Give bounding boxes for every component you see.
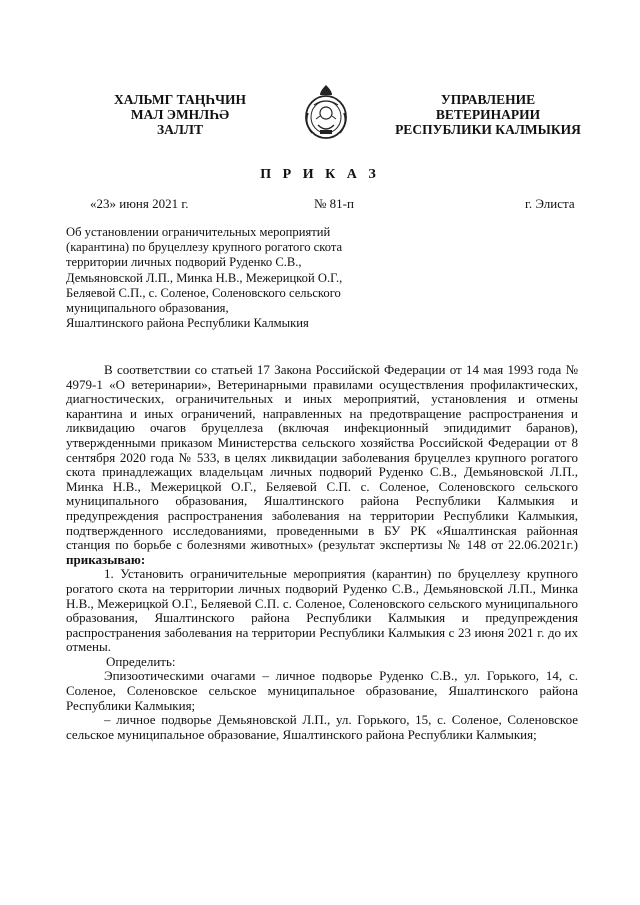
order-body <box>66 363 578 742</box>
kalmykia-emblem-icon <box>302 83 350 141</box>
order-number: № 81-п <box>314 196 354 211</box>
order-date: «23» июня 2021 г. <box>90 196 189 211</box>
header-left-line: ХАЛЬМГ ТАҢҺЧИН <box>113 92 247 107</box>
preamble-paragraph <box>66 363 578 567</box>
header-right-line: УПРАВЛЕНИЕ <box>440 92 536 107</box>
order-verb: приказываю: <box>66 551 146 567</box>
order-subject <box>66 225 366 331</box>
outbreak-item-1: Эпизоотическими очагами – личное подворье Руденко С.В., ул. Горького, 14, с. Соленое, Соленовское сельское муниципальное образование, Яшалтинского района Республики Калмыкия; <box>66 668 578 713</box>
subject-line: территории личных подворий Руденко С.В., <box>66 255 302 270</box>
preamble-text: В соответствии со статьей 17 Закона Российской Федерации от 14 мая 1993 года № 4979-1 «О ветеринарии», Ветеринарными правилами осуществления профилактических, диагностических, ограничительных и иных мероприятий, установления и отмены карантина и иных ограничений, направленных на предотвращение распространения и ликвидацию очагов бруцеллеза (включая инфекционный эпидидимит баранов), утвержденными приказом Министерства сельского хозяйства Российской Федерации от 8 сентября 2020 года № 533, в целях ликвидации заболевания бруцеллез крупного рогатого скота принадлежащих владельцам личных подворий Руденко С.В., Демьяновской Л.П., Минка Н.В., Межерицкой О.Г., Беляевой С.П. с. Соленое, Соленовского сельского муниципального образования, Яшалтинского района Республики Калмыкия и предупреждения распространения заболевания на территории Республики Калмыкия, подтвержденного исследованиями, проведенными в БУ РК «Яшалтинская районная станция по борьбе с болезнями животных» (результат экспертизы № 148 от 22.06.2021г.) <box>66 362 578 553</box>
header-left-line: ЗАЛЛТ <box>157 122 203 137</box>
header-right-line: ВЕТЕРИНАРИИ <box>435 107 541 122</box>
document-title: П Р И К А З <box>260 167 380 182</box>
outbreak-item-2: – личное подворье Демьяновской Л.П., ул. Горького, 15, с. Соленое, Соленовское сельское муниципальное образование, Яшалтинского района Республики Калмыкия; <box>66 712 578 742</box>
subject-line: муниципального образования, <box>66 301 229 316</box>
clause-1-paragraph: 1. Установить ограничительные мероприятия (карантин) по бруцеллезу крупного рогатого скота на территории личных подворий Руденко С.В., Демьяновской Л.П., Минка Н.В., Межерицкой О.Г., Беляевой С.П. с. Соленое, Соленовского сельского муниципального образования, Яшалтинского района Республики Калмыкия и предупреждения распространения заболевания на территории Республики Калмыкия с 23 июня 2021 г. до их отмены. <box>66 566 578 655</box>
subject-line: Яшалтинского района Республики Калмыкия <box>66 316 309 331</box>
subject-line: Беляевой С.П., с. Соленое, Соленовского сельского <box>66 285 341 300</box>
header-left-line: МАЛ ЭМНЛҺӘ <box>130 107 230 122</box>
subject-line: (карантина) по бруцеллезу крупного рогатого скота <box>66 240 343 255</box>
header-right-russian <box>388 92 588 137</box>
header-right-line: РЕСПУБЛИКИ КАЛМЫКИЯ <box>395 122 581 137</box>
order-city: г. Элиста <box>525 196 575 211</box>
header-left-kalmyk <box>105 92 255 137</box>
subject-line: Об установлении ограничительных мероприятий <box>66 225 331 239</box>
define-heading: Определить: <box>106 653 176 669</box>
subject-line: Демьяновской Л.П., Минка Н.В., Межерицкой О.Г., <box>66 270 343 285</box>
